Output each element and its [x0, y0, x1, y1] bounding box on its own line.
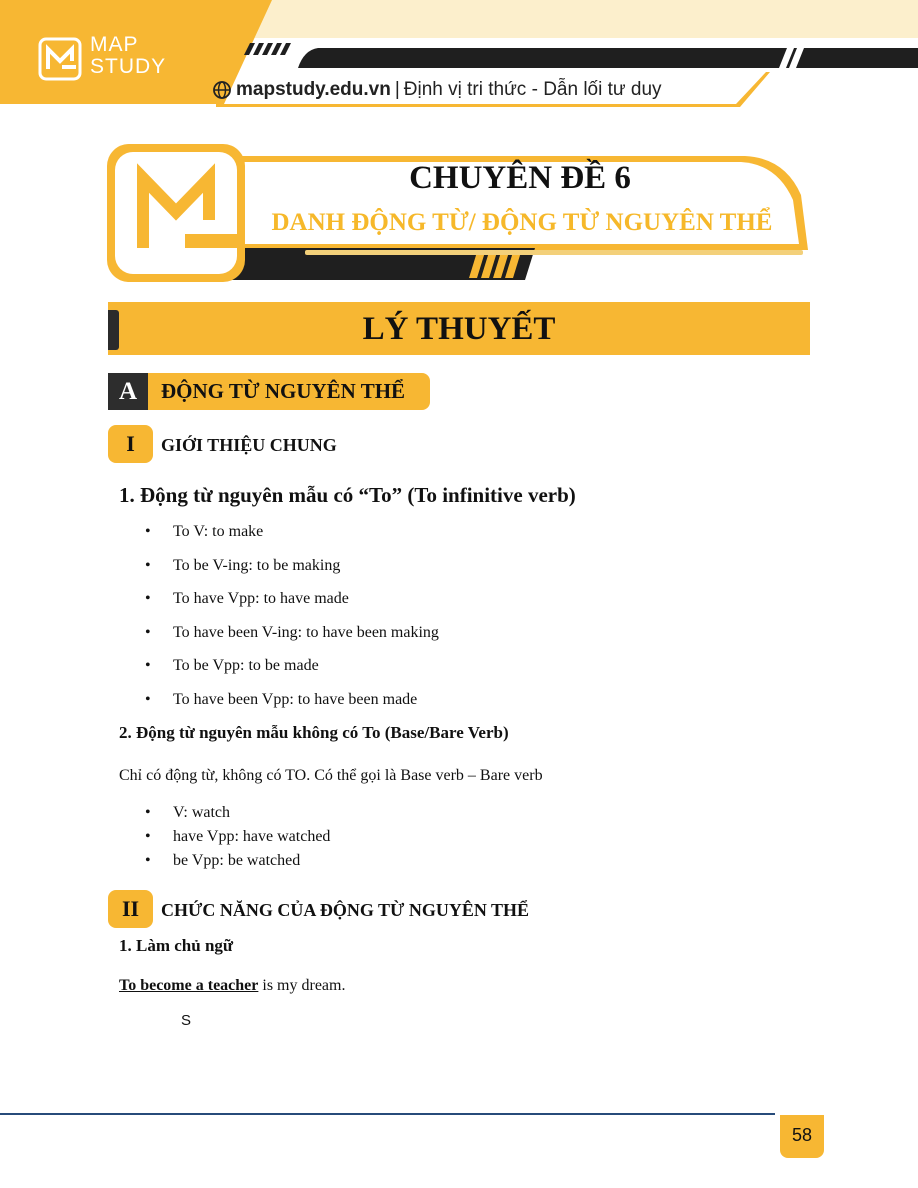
website-link[interactable]: mapstudy.edu.vn: [236, 79, 391, 100]
list-item: • To have been V-ing: to have been making: [145, 623, 439, 657]
example-sentence: [119, 977, 345, 995]
list-item: • To be Vpp: to be made: [145, 656, 439, 690]
brand-line-1: MAP: [90, 33, 139, 56]
example-subject: To become a teacher: [119, 977, 259, 994]
to-infinitive-list: [145, 522, 439, 723]
map-study-logo-icon: [38, 37, 82, 81]
list-item: • To have been Vpp: to have been made: [145, 690, 439, 724]
part-2-numeral: II: [108, 890, 153, 928]
page-number: 58: [780, 1115, 824, 1158]
function-heading-subject: 1. Làm chủ ngữ: [119, 936, 234, 955]
heading-to-infinitive: 1. Động từ nguyên mẫu có “To” (To infinitive verb): [119, 483, 576, 507]
part-1-title: GIỚI THIỆU CHUNG: [161, 435, 337, 455]
heading-bare-infinitive: 2. Động từ nguyên mẫu không có To (Base/Bare Verb): [119, 723, 509, 742]
tagline-separator: |: [394, 79, 400, 100]
chapter-title: CHUYÊN ĐỀ 6: [409, 160, 631, 196]
bare-form-list: [145, 803, 330, 875]
subject-marker: S: [181, 1012, 192, 1029]
header-tagline: [213, 79, 662, 101]
theory-heading: LÝ THUYẾT: [362, 311, 556, 347]
footer-line: [0, 1113, 775, 1115]
theory-heading-bar: [108, 302, 810, 355]
list-item: • To be V-ing: to be making: [145, 556, 439, 590]
chapter-subtitle: DANH ĐỘNG TỪ/ ĐỘNG TỪ NGUYÊN THỂ: [271, 209, 773, 236]
list-item: • To V: to make: [145, 522, 439, 556]
example-rest: is my dream.: [258, 977, 346, 994]
list-item: • V: watch: [145, 803, 330, 827]
list-item: • have Vpp: have watched: [145, 827, 330, 851]
list-item: • To have Vpp: to have made: [145, 589, 439, 623]
part-1-numeral: I: [108, 425, 153, 463]
section-a-letter: A: [108, 373, 148, 410]
globe-icon: [213, 81, 231, 99]
brand-name: [90, 34, 166, 78]
list-item: • be Vpp: be watched: [145, 851, 330, 875]
tagline-text: Định vị tri thức - Dẫn lối tư duy: [403, 79, 662, 100]
section-a-title: ĐỘNG TỪ NGUYÊN THỂ: [161, 379, 406, 403]
bare-verb-note: Chỉ có động từ, không có TO. Có thể gọi là Base verb – Bare verb: [119, 767, 543, 784]
brand-line-2: STUDY: [90, 55, 167, 78]
part-2-title: CHỨC NĂNG CỦA ĐỘNG TỪ NGUYÊN THỂ: [161, 900, 530, 920]
